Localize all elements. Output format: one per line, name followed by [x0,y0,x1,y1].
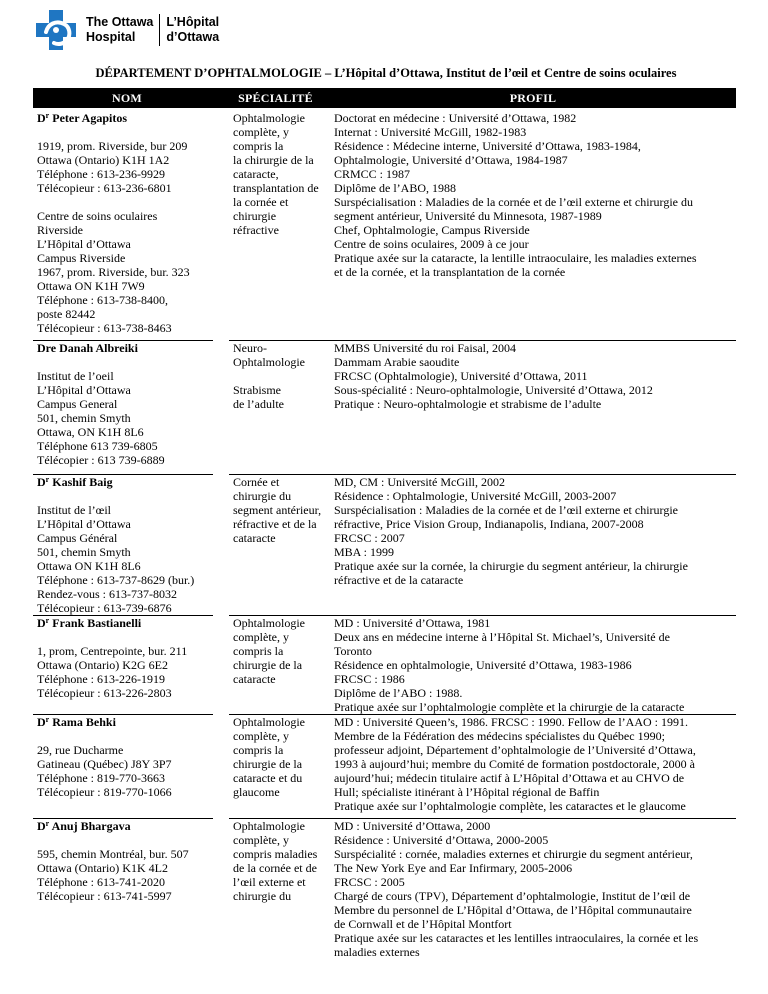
profile-line: MD : Université d’Ottawa, 1981 [334,615,491,630]
specialty-line: cataracte [233,671,276,686]
specialty-line: compris la [233,742,284,757]
address-line: 1967, prom. Riverside, bur. 323 [37,265,190,279]
logo-fr-line1: L’Hôpital [166,15,220,29]
profile-line: professeur adjoint, Département d’ophtalmologie de l’Université d’Ottawa, [334,742,696,757]
doctor-name-prefix: D [37,474,46,489]
specialty-line: Strabisme [233,382,281,397]
profile-line: MD, CM : Université McGill, 2002 [334,474,505,489]
doctor-name-text: Frank Bastianelli [49,615,142,630]
doctor-name [37,475,209,489]
cell-specialite [221,818,330,959]
cell-specialite [221,340,330,474]
specialty-line: glaucome [233,784,280,799]
address-line: Télécopieur : 819-770-1066 [37,784,172,799]
profile-line: Doctorat en médecine : Université d’Ottawa, 1982 [334,111,577,125]
table-body [33,108,736,959]
doctor-name [37,616,209,630]
address-block [37,503,209,615]
profile-line: et de la cornée, et la transplantation de la cornée [334,265,566,279]
doctor-name-text: Kashif Baig [49,474,113,489]
address-line: Ottawa (Ontario) K1K 4L2 [37,860,168,875]
profile-line: Dammam Arabie saoudite [334,354,460,369]
address-line: 595, chemin Montréal, bur. 507 [37,846,189,861]
page-title: DÉPARTEMENT D’OPHTALMOLOGIE – L’Hôpital d’Ottawa, Institut de l’œil et Centre de soins oculaires [95,66,677,80]
specialty-line: chirurgie [233,209,277,223]
profile-line: MBA : 1999 [334,544,395,559]
cell-nom [33,714,221,818]
cell-specialite [221,615,330,714]
cell-nom [33,818,221,959]
address-line: Télécopieur : 613-741-5997 [37,888,172,903]
address-line: L’Hôpital d’Ottawa [37,516,131,531]
address-line: Institut de l’œil [37,502,111,517]
address-line: 1919, prom. Riverside, bur 209 [37,139,188,153]
profile-line: MD : Université d’Ottawa, 2000 [334,818,491,833]
doctor-name-superscript: r [45,818,50,828]
address-line: 29, rue Ducharme [37,742,124,757]
cell-profil [330,714,736,818]
address-line: Gatineau (Québec) J8Y 3P7 [37,756,172,771]
table-header-row [33,88,736,108]
profile-line: MD : Université Queen’s, 1986. FRCSC : 1990. Fellow de l’AAO : 1991. [334,714,688,729]
table-row [33,818,736,959]
address-line: Institut de l’oeil [37,368,114,383]
logo-wordmark [86,14,219,46]
profile-line: Pratique axée sur l’ophtalmologie complète et la chirurgie de la cataracte [334,699,685,714]
address-block [37,369,209,467]
specialty-line: chirurgie du [233,488,292,503]
column-header-profil: PROFIL [330,88,736,108]
doctor-name-superscript: r [45,714,50,724]
column-header-nom: NOM [33,88,221,108]
profile-line: maladies externes [334,944,420,959]
profile-line: FRCSC (Ophtalmologie), Université d’Ottawa, 2011 [334,368,588,383]
cell-specialite [221,714,330,818]
profile-line: Internat : Université McGill, 1982-1983 [334,125,527,139]
doctor-name-superscript: r [45,111,50,120]
specialty-line: de la cornée et de [233,860,317,875]
profile-line: Pratique axée sur la cataracte, la lentille intraoculaire, les maladies externes [334,251,697,265]
cell-nom [33,474,221,615]
address-line: Téléphone : 613-236-9929 [37,167,165,181]
address-line: Centre de soins oculaires [37,209,158,223]
address-line: Téléphone 613 739-6805 [37,438,158,453]
address-line: Ottawa (Ontario) K1H 1A2 [37,153,170,167]
specialty-line: compris maladies [233,846,318,861]
logo-fr-line2: d’Ottawa [166,30,220,44]
profile-line: The New York Eye and Ear Infirmary, 2005-2006 [334,860,573,875]
profile-line: Toronto [334,643,372,658]
address-line: Télécopieur : 613-236-6801 [37,181,172,195]
profile-line: Surspécialité : cornée, maladies externes et chirurgie du segment antérieur, [334,846,693,861]
specialty-line: la chirurgie de la [233,153,314,167]
address-block [37,743,209,799]
profile-line: MMBS Université du roi Faisal, 2004 [334,340,516,355]
address-block [37,644,209,700]
doctor-name [37,819,209,833]
doctor-name-text: Anuj Bhargava [49,818,131,833]
specialty-line: chirurgie de la [233,756,303,771]
specialty-line: de l’adulte [233,396,284,411]
address-line: 501, chemin Smyth [37,544,131,559]
cell-specialite [221,474,330,615]
cell-profil [330,615,736,714]
address-line: 1, prom, Centrepointe, bur. 211 [37,643,188,658]
profile-line: de Cornwall et de l’Hôpital Montfort [334,916,512,931]
profile-line: Deux ans en médecine interne à l’Hôpital St. Michael’s, Université de [334,629,670,644]
cell-profil [330,108,736,340]
logo-en-line1: The Ottawa [86,15,154,29]
table-row [33,615,736,714]
hospital-logo [34,8,219,52]
specialty-line: l’œil externe et [233,874,306,889]
specialty-line: Cornée et [233,474,280,489]
address-line: Campus Général [37,530,118,545]
specialty-line: cataracte [233,530,276,545]
profile-line: Pratique axée sur l’ophtalmologie complète, les cataractes et le glaucome [334,798,686,813]
cell-profil [330,340,736,474]
doctor-name-superscript: r [45,615,50,625]
profile-line: Pratique axée sur la cornée, la chirurgie du segment antérieur, la chirurgie [334,558,688,573]
cell-nom [33,340,221,474]
doctor-name-text: Peter Agapitos [49,111,127,125]
profile-line: Résidence : Université d’Ottawa, 2000-2005 [334,832,549,847]
specialty-line: Ophtalmologie [233,111,305,125]
profile-line: Diplôme de l’ABO, 1988 [334,181,456,195]
doctor-name-prefix: D [37,615,46,630]
profile-line: FRCSC : 2007 [334,530,405,545]
profile-line: réfractive, Price Vision Group, Indianapolis, Indiana, 2007-2008 [334,516,644,531]
profile-line: Pratique : Neuro-ophtalmologie et strabisme de l’adulte [334,396,602,411]
specialty-line: Ophtalmologie [233,714,305,729]
address-line: Télécopier : 613 739-6889 [37,452,165,467]
profile-line: Centre de soins oculaires, 2009 à ce jour [334,237,529,251]
address-block [37,209,209,335]
specialty-line: chirurgie du [233,888,292,903]
address-line: Télécopieur : 613-226-2803 [37,685,172,700]
address-line: Télécopieur : 613-739-6876 [37,600,172,615]
specialty-line: compris la [233,643,284,658]
specialty-spacer [233,369,326,383]
cell-specialite [221,108,330,340]
doctor-name-prefix: D [37,111,46,125]
logo-divider [159,14,160,46]
profile-line: Sous-spécialité : Neuro-ophtalmologie, Université d’Ottawa, 2012 [334,382,653,397]
doctor-name-prefix: D [37,818,46,833]
profile-line: Chargé de cours (TPV), Département d’ophtalmologie, Institut de l’œil de [334,888,691,903]
profile-line: Membre du personnel de L’Hôpital d’Ottawa, de l’Hôpital communautaire [334,902,692,917]
doctor-name-superscript: r [45,474,50,484]
profile-line: Pratique axée sur les cataractes et les lentilles intraoculaires, la cornée et les [334,930,699,945]
profile-line: segment antérieur, Université du Minnesota, 1987-1989 [334,209,602,223]
table-row [33,714,736,818]
hospital-cross-logo-icon [34,8,78,52]
cell-profil [330,474,736,615]
cell-nom [33,615,221,714]
profile-line: Surspécialisation : Maladies de la cornée et de l’œil externe et chirurgie [334,502,678,517]
address-line: Téléphone : 613-737-8629 (bur.) [37,572,195,587]
address-line: Téléphone : 819-770-3663 [37,770,165,785]
doctor-name-text: Rama Behki [49,714,116,729]
profile-line: Résidence : Médecine interne, Université d’Ottawa, 1983-1984, [334,139,641,153]
address-line: Télécopieur : 613-738-8463 [37,321,172,335]
profile-line: Hull; spécialiste itinérant à l’Hôpital régional de Baffin [334,784,600,799]
address-line: Campus General [37,396,118,411]
address-block [37,847,209,903]
profile-line: réfractive et de la cataracte [334,572,464,587]
specialty-line: Neuro- [233,340,267,355]
profile-line: Résidence : Ophtalmologie, Université McGill, 2003-2007 [334,488,617,503]
specialty-line: cataracte et du [233,770,303,785]
cell-profil [330,818,736,959]
profile-line: Surspécialisation : Maladies de la cornée et de l’œil externe et chirurgie du [334,195,693,209]
physician-directory-table [33,88,736,959]
specialty-line: Ophtalmologie [233,354,305,369]
doctor-name [37,715,209,729]
logo-en-line2: Hospital [86,30,136,44]
doctor-name [37,111,209,125]
doctor-name-prefix: D [37,714,46,729]
profile-line: Chef, Ophtalmologie, Campus Riverside [334,223,530,237]
cell-nom [33,108,221,340]
column-header-specialite: SPÉCIALITÉ [221,88,330,108]
address-line: Ottawa ON K1H 8L6 [37,558,141,573]
profile-line: FRCSC : 2005 [334,874,405,889]
specialty-line: complète, y [233,832,289,847]
specialty-line: compris la [233,139,284,153]
address-line: Ottawa (Ontario) K2G 6E2 [37,657,168,672]
specialty-line: complète, y [233,728,289,743]
specialty-line: transplantation de [233,181,319,195]
profile-line: Diplôme de l’ABO : 1988. [334,685,463,700]
profile-line: CRMCC : 1987 [334,167,411,181]
address-line: poste 82442 [37,307,96,321]
address-line: L’Hôpital d’Ottawa [37,382,131,397]
address-line: 501, chemin Smyth [37,410,131,425]
table-row [33,474,736,615]
profile-line: FRCSC : 1986 [334,671,405,686]
profile-line: aujourd’hui; médecin titulaire actif à L’Hôpital d’Ottawa et au CHVO de [334,770,685,785]
profile-line: Membre de la Fédération des médecins spécialistes du Québec 1990; [334,728,665,743]
doctor-name [37,341,209,355]
specialty-line: chirurgie de la [233,657,303,672]
address-line: Campus Riverside [37,251,126,265]
profile-line: Ophtalmologie, Université d’Ottawa, 1984-1987 [334,153,568,167]
address-line: Téléphone : 613-226-1919 [37,671,165,686]
specialty-line: segment antérieur, [233,502,322,517]
specialty-line: Ophtalmologie [233,818,305,833]
specialty-line: complète, y [233,125,289,139]
address-block [37,139,209,195]
specialty-line: Ophtalmologie [233,615,305,630]
address-line: L’Hôpital d’Ottawa [37,237,131,251]
table-row [33,340,736,474]
specialty-line: cataracte, [233,167,279,181]
address-line: Téléphone : 613-738-8400, [37,293,168,307]
doctor-name-prefix: Dre Danah Albreiki [37,340,138,355]
address-line: Rendez-vous : 613-737-8032 [37,586,177,601]
specialty-line: réfractive [233,223,279,237]
address-line: Téléphone : 613-741-2020 [37,874,165,889]
profile-line: 1993 à aujourd’hui; membre du Comité de formation postdoctorale, 2000 à [334,756,695,771]
specialty-line: réfractive et de la [233,516,317,531]
address-line: Ottawa, ON K1H 8L6 [37,424,144,439]
profile-line: Résidence en ophtalmologie, Université d’Ottawa, 1983-1986 [334,657,632,672]
specialty-line: la cornée et [233,195,289,209]
address-line: Riverside [37,223,83,237]
address-line: Ottawa ON K1H 7W9 [37,279,145,293]
specialty-line: complète, y [233,629,289,644]
table-row [33,108,736,340]
